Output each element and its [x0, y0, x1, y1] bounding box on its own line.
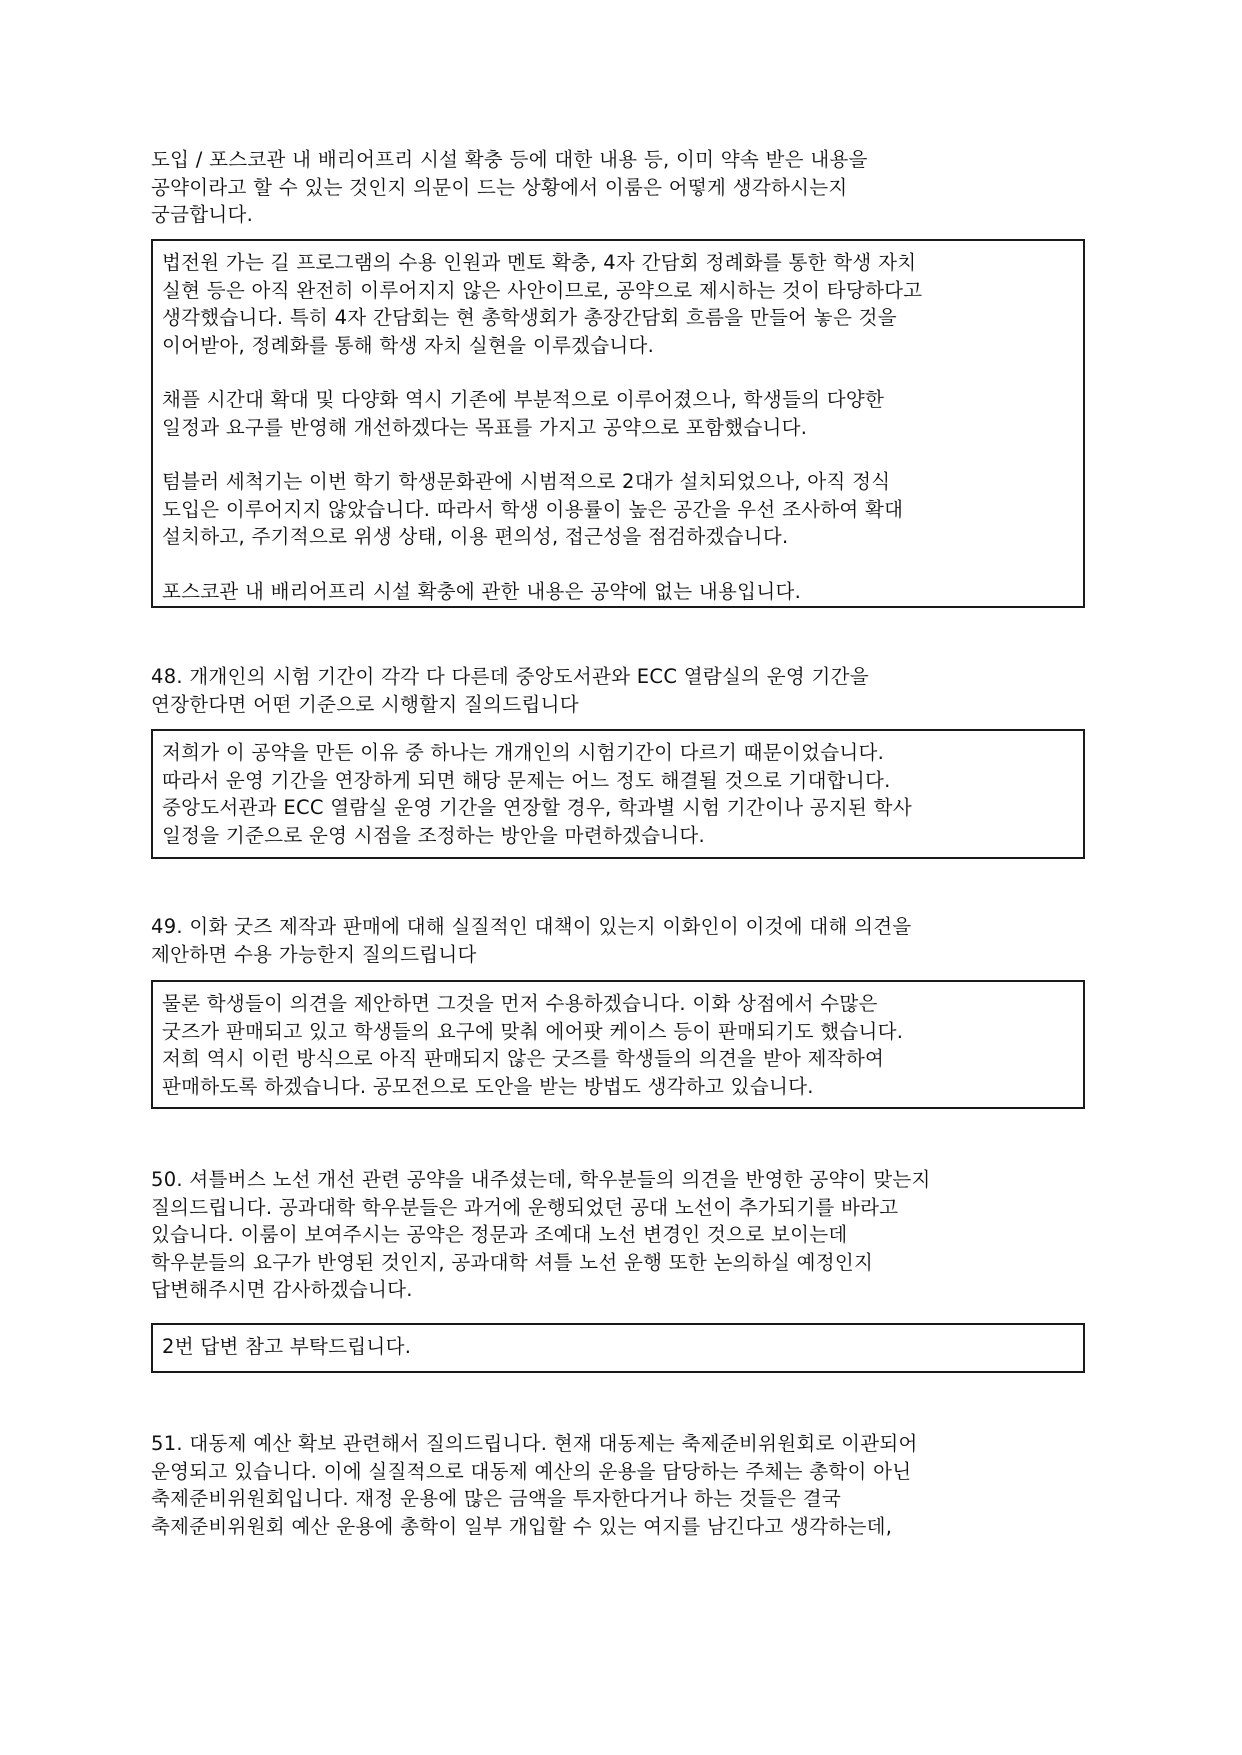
question-line: 제안하면 수용 가능한지 질의드립니다	[151, 942, 477, 966]
question-line: 축제준비위원회 예산 운용에 총학이 일부 개입할 수 있는 여지를 남긴다고 생각하는데,	[151, 1514, 893, 1538]
question-line: 공약이라고 할 수 있는 것인지 의문이 드는 상황에서 이룸은 어떻게 생각하시는지	[151, 175, 848, 199]
question-text	[151, 913, 1091, 968]
answer-box-49	[151, 980, 1085, 1109]
question-line: 궁금합니다.	[151, 203, 254, 226]
question-50	[151, 1166, 1091, 1304]
answer-line: 2번 답변 참고 부탁드립니다.	[162, 1335, 412, 1358]
answer-paragraph	[162, 739, 1083, 849]
answer-line: 판매하도록 하겠습니다. 공모전으로 도안을 받는 방법도 생각하고 있습니다.	[162, 1074, 814, 1098]
answer-line: 일정을 기준으로 운영 시점을 조정하는 방안을 마련하겠습니다.	[162, 823, 706, 847]
question-line: 48. 개개인의 시험 기간이 각각 다 다른데 중앙도서관와 ECC 열람실의 운영 기간을	[151, 665, 869, 688]
question-51	[151, 1430, 1091, 1540]
answer-paragraph	[162, 990, 1083, 1100]
answer-line: 도입은 이루어지지 않았습니다. 따라서 학생 이용률이 높은 공간을 우선 조사하여 확대	[162, 497, 904, 521]
question-text	[151, 663, 1091, 718]
answer-paragraph	[162, 386, 1083, 441]
answer-line: 설치하고, 주기적으로 위생 상태, 이용 편의성, 접근성을 점검하겠습니다.	[162, 525, 789, 548]
question-text	[151, 146, 1091, 229]
question-text	[151, 1430, 1091, 1540]
question-line: 답변해주시면 감사하겠습니다.	[151, 1278, 413, 1301]
question-49	[151, 913, 1091, 968]
question-text	[151, 1166, 1091, 1304]
question-line: 학우분들의 요구가 반영된 것인지, 공과대학 셔틀 노선 운행 또한 논의하실 예정인지	[151, 1250, 874, 1274]
answer-line: 이어받아, 정례화를 통해 학생 자치 실현을 이루겠습니다.	[162, 333, 655, 357]
question-line: 연장한다면 어떤 기준으로 시행할지 질의드립니다	[151, 692, 579, 716]
answer-line: 법전원 가는 길 프로그램의 수용 인원과 멘토 확충, 4자 간담회 정례화를 통한 학생 자치	[162, 251, 917, 274]
answer-paragraph	[162, 578, 1083, 606]
question-line: 운영되고 있습니다. 이에 실질적으로 대동제 예산의 운용을 담당하는 주체는 총학이 아닌	[151, 1459, 912, 1483]
question-47-continued	[151, 146, 1091, 229]
answer-box-47	[151, 239, 1085, 608]
answer-paragraph	[162, 1333, 1083, 1361]
answer-paragraph	[162, 468, 1083, 551]
answer-line: 물론 학생들이 의견을 제안하면 그것을 먼저 수용하겠습니다. 이화 상점에서 수많은	[162, 992, 878, 1015]
question-line: 50. 셔틀버스 노선 개선 관련 공약을 내주셨는데, 학우분들의 의견을 반영한 공약이 맞는지	[151, 1168, 931, 1191]
question-line: 있습니다. 이룸이 보여주시는 공약은 정문과 조예대 노선 변경인 것으로 보이는데	[151, 1223, 848, 1246]
answer-line: 실현 등은 아직 완전히 이루어지지 않은 사안이므로, 공약으로 제시하는 것이 타당하다고	[162, 278, 923, 302]
question-line: 축제준비위원회입니다. 재정 운용에 많은 금액을 투자한다거나 하는 것들은 결국	[151, 1487, 842, 1510]
answer-line: 생각했습니다. 특히 4자 간담회는 현 총학생회가 총장간담회 흐름을 만들어 놓은 것을	[162, 306, 897, 329]
answer-line: 텀블러 세척기는 이번 학기 학생문화관에 시범적으로 2대가 설치되었으나, 아직 정식	[162, 470, 891, 493]
answer-box-48	[151, 729, 1085, 859]
answer-line: 포스코관 내 배리어프리 시설 확충에 관한 내용은 공약에 없는 내용입니다.	[162, 579, 802, 603]
question-line: 도입 / 포스코관 내 배리어프리 시설 확충 등에 대한 내용 등, 이미 약속 받은 내용을	[151, 148, 868, 171]
answer-line: 따라서 운영 기간을 연장하게 되면 해당 문제는 어느 정도 해결될 것으로 기대합니다.	[162, 768, 891, 792]
answer-paragraph	[162, 249, 1083, 359]
answer-line: 채플 시간대 확대 및 다양화 역시 기존에 부분적으로 이루어졌으나, 학생들의 다양한	[162, 388, 885, 411]
question-48	[151, 663, 1091, 718]
question-line: 51. 대동제 예산 확보 관련해서 질의드립니다. 현재 대동제는 축제준비위원회로 이관되어	[151, 1432, 918, 1455]
answer-line: 저희 역시 이런 방식으로 아직 판매되지 않은 굿즈를 학생들의 의견을 받아 제작하여	[162, 1047, 885, 1070]
question-line: 질의드립니다. 공과대학 학우분들은 과거에 운행되었던 공대 노선이 추가되기를 바라고	[151, 1195, 899, 1219]
answer-line: 굿즈가 판매되고 있고 학생들의 요구에 맞춰 에어팟 케이스 등이 판매되기도 했습니다.	[162, 1019, 904, 1043]
answer-line: 일정과 요구를 반영해 개선하겠다는 목표를 가지고 공약으로 포함했습니다.	[162, 415, 808, 439]
answer-box-50	[151, 1323, 1085, 1373]
answer-line: 저희가 이 공약을 만든 이유 중 하나는 개개인의 시험기간이 다르기 때문이었습니다.	[162, 741, 885, 764]
question-line: 49. 이화 굿즈 제작과 판매에 대해 실질적인 대책이 있는지 이화인이 이것에 대해 의견을	[151, 915, 912, 938]
answer-line: 중앙도서관과 ECC 열람실 운영 기간을 연장할 경우, 학과별 시험 기간이나 공지된 학사	[162, 796, 912, 819]
